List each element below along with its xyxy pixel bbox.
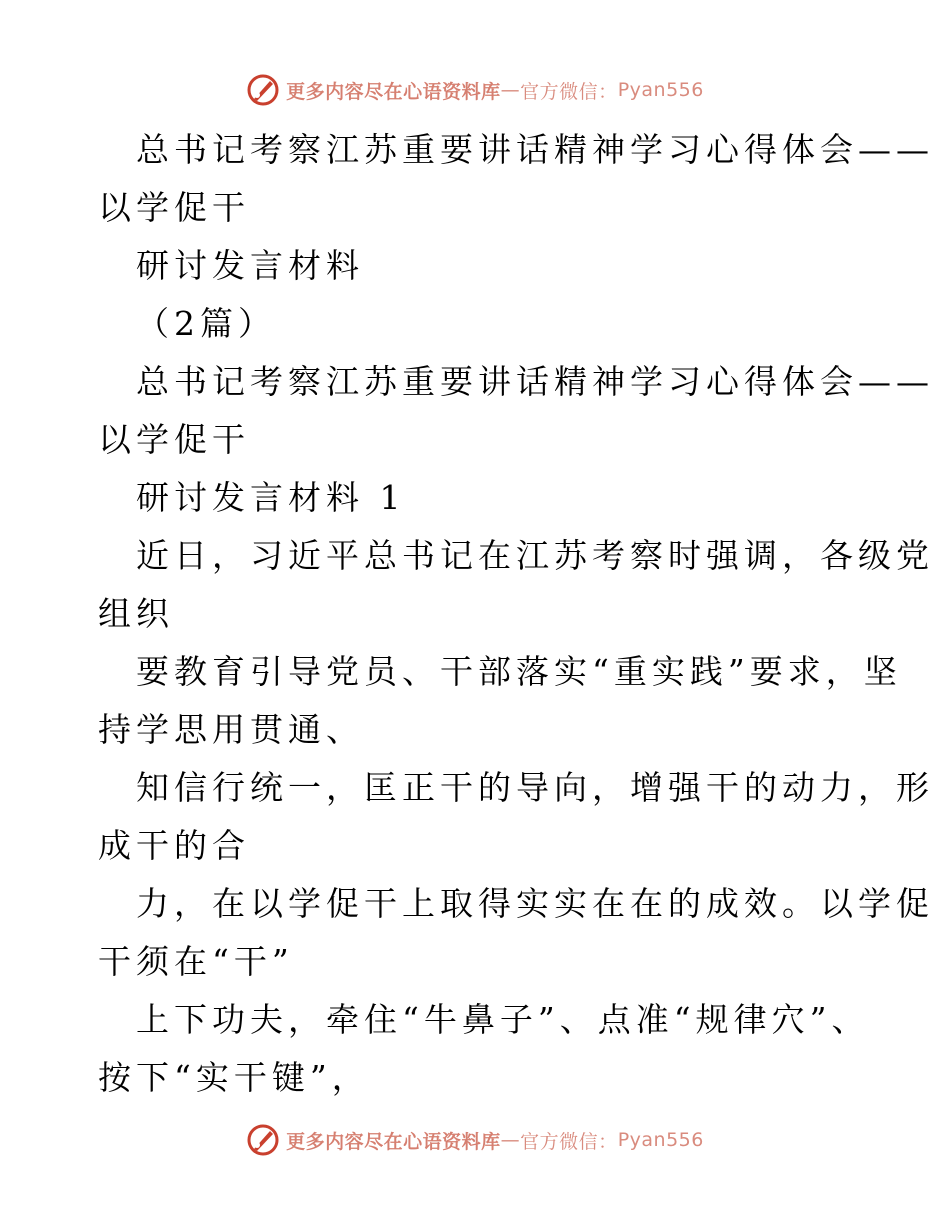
title-line-1: 总书记考察江苏重要讲话精神学习心得体会—— <box>136 130 934 169</box>
paragraph-line: 按下“实干键”， <box>98 1058 370 1097</box>
title-count: （2篇） <box>136 304 276 343</box>
section-title-line-2: 以学促干 <box>98 420 250 459</box>
watermark-dash: — <box>500 1129 521 1151</box>
paragraph-line: 力，在以学促干上取得实实在在的成效。以学促 <box>136 884 934 923</box>
paragraph-line: 上下功夫，牵住“牛鼻子”、点准“规律穴”、 <box>136 1000 870 1039</box>
watermark-dash: — <box>500 79 521 101</box>
quill-logo-icon <box>246 73 280 107</box>
title-line-3: 研讨发言材料 <box>136 246 364 285</box>
header-watermark <box>0 70 950 110</box>
quill-logo-icon <box>246 1123 280 1157</box>
footer-watermark <box>0 1120 950 1160</box>
paragraph-line: 成干的合 <box>98 826 250 865</box>
watermark-wechat-id: Pyan556 <box>617 1129 704 1151</box>
title-line-2: 以学促干 <box>98 188 250 227</box>
watermark-main-text: 更多内容尽在心语资料库 <box>286 1130 501 1153</box>
paragraph-line: 持学思用贯通、 <box>98 710 364 749</box>
paragraph-line: 干须在“干” <box>98 942 294 981</box>
watermark-label: 官方微信： <box>520 1130 618 1153</box>
section-title-line-3: 研讨发言材料 1 <box>136 478 406 517</box>
paragraph-line: 组织 <box>98 594 174 633</box>
watermark-label: 官方微信： <box>520 80 618 103</box>
paragraph-line: 知信行统一，匡正干的导向，增强干的动力，形 <box>136 768 934 807</box>
watermark-wechat-id: Pyan556 <box>617 79 704 101</box>
paragraph-line: 要教育引导党员、干部落实“重实践”要求，坚 <box>136 652 902 691</box>
paragraph-line: 近日，习近平总书记在江苏考察时强调，各级党 <box>136 536 934 575</box>
section-title-line-1: 总书记考察江苏重要讲话精神学习心得体会—— <box>136 362 934 401</box>
watermark-main-text: 更多内容尽在心语资料库 <box>286 80 501 103</box>
